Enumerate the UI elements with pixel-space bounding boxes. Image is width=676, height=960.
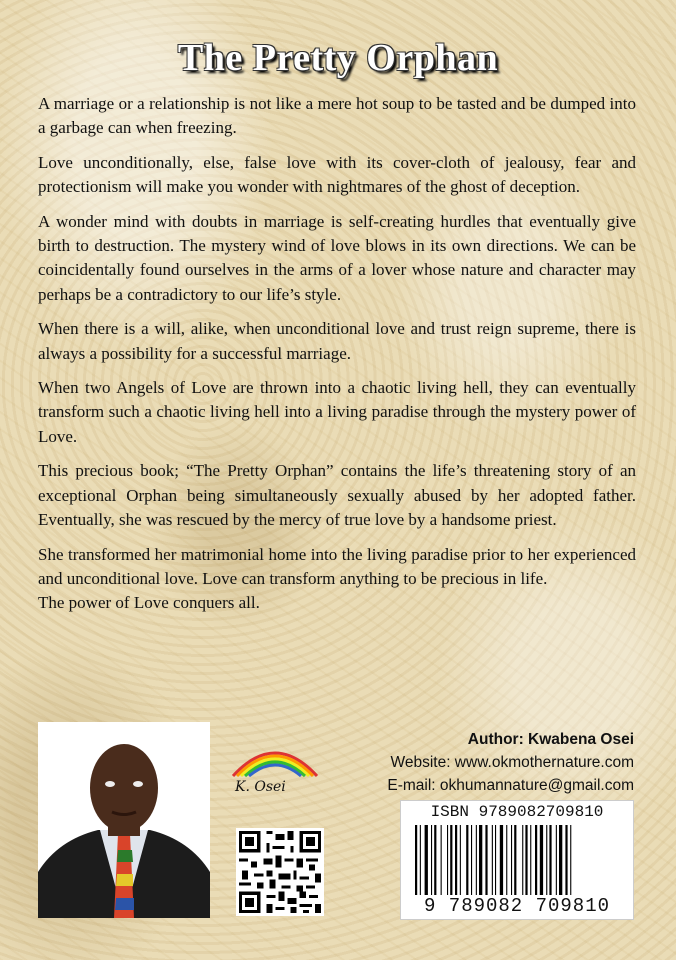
paragraph-4: When there is a will, alike, when unconditional love and trust reign supreme, there is always a possibility for a successful marriage.	[38, 319, 636, 363]
paragraph-6: This precious book; “The Pretty Orphan” contains the life’s threatening story of an exceptional Orphan being simultaneously sexually abused by her adopted father. Eventually, she was rescued by the mercy of true love by a handsome priest.	[38, 461, 636, 530]
rainbow-logo	[225, 738, 325, 798]
qr-code-icon	[236, 828, 324, 916]
book-title: The Pretty Orphan	[177, 37, 499, 79]
author-info	[387, 728, 634, 797]
author-email: E-mail: okhumannature@gmail.com	[387, 777, 634, 794]
isbn-digits: 9 789082 709810	[423, 895, 611, 917]
paragraph-5: When two Angels of Love are thrown into a chaotic living hell, they can eventually transform such a chaotic living hell into a living paradise through the mystery power of Love.	[38, 378, 636, 446]
author-portrait	[38, 722, 210, 918]
paragraph-2: Love unconditionally, else, false love with its cover-cloth of jealousy, fear and protectionism will make you wonder with nightmares of the ghost of deception.	[38, 152, 636, 197]
isbn-label: ISBN 9789082709810	[430, 803, 604, 821]
author-website: Website: www.okmothernature.com	[390, 754, 634, 771]
author-name: Author: Kwabena Osei	[467, 731, 634, 748]
logo-signature: K. Osei	[235, 779, 286, 795]
barcode-bars	[415, 825, 619, 895]
paragraph-1: A marriage or a relationship is not like a mere hot soup to be tasted and be dumped into a garbage can when freezing.	[38, 94, 636, 138]
isbn-barcode	[400, 800, 634, 920]
paragraph-3: A wonder mind with doubts in marriage is self-creating hurdles that eventually give birth to destruction. The mystery wind of love blows in its own directions. We can be coincidentally found ourselves in the arms of a lover whose nature and character may perhaps be a contradictory to our life’s style.	[38, 211, 636, 304]
blurb-text	[38, 92, 636, 616]
paragraph-8: The power of Love conquers all.	[38, 593, 260, 613]
paragraph-7: She transformed her matrimonial home into the living paradise prior to her experienced and unconditional love. Love can transform anything to be precious in life.	[38, 544, 636, 588]
